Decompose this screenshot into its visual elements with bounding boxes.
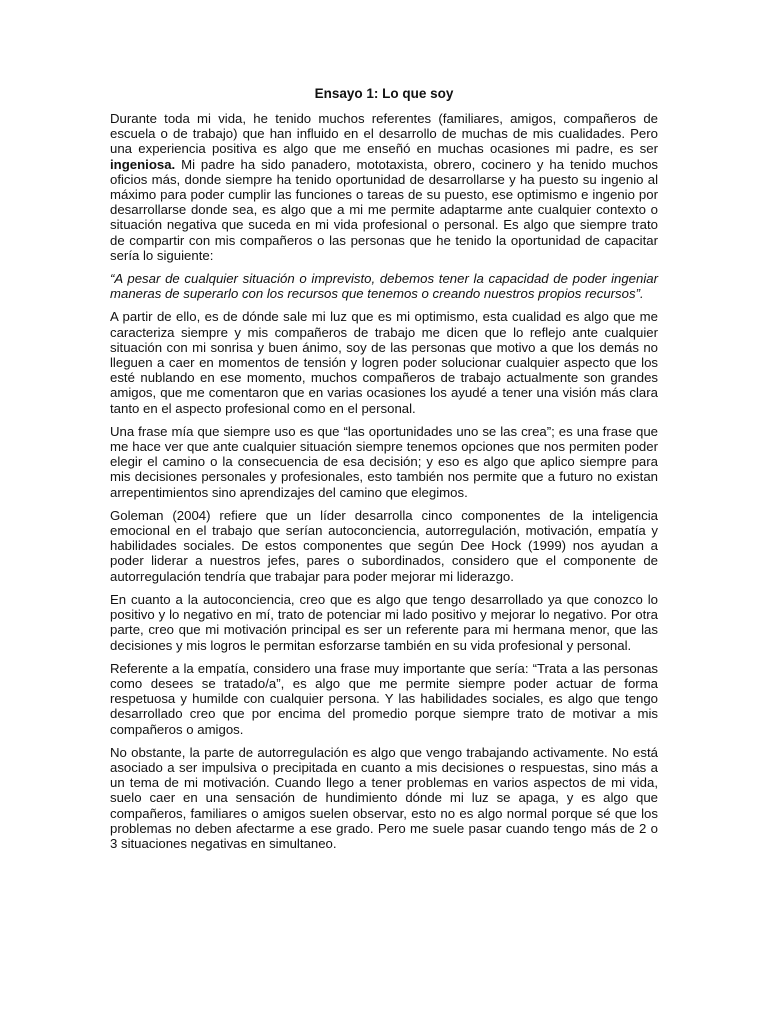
paragraph-1-end: Mi padre ha sido panadero, mototaxista, obrero, cocinero y ha tenido muchos oficios más, donde siempre ha tenido oportunidad de desarrollarse y ha puesto su ingenio al máximo para poder cumplir las funciones o tareas de su puesto, ese optimismo e ingenio por desarrollarse donde sea, es algo que a mi me permite adaptarme ante cualquier contexto o situación negativa que suceda en mi vida profesional o personal. Es algo que siempre trato de compartir con mis compañeros o las personas que he tenido la oportunidad de capacitar sería lo siguiente: <box>110 156 658 263</box>
paragraph-1-start: Durante toda mi vida, he tenido muchos referentes (familiares, amigos, compañeros de escuela o de trabajo) que han influido en el desarrollo de muchas de mis cualidades. Pero una experiencia positiva es algo que me enseñó en muchas ocasiones mi padre, es ser <box>110 111 658 157</box>
paragraph-6: Referente a la empatía, considero una frase muy importante que sería: “Trata a las personas como desees se tratado/a”, es algo que me permite siempre poder actuar de forma respetuosa y humilde con cualquier persona. Y las habilidades sociales, es algo que tengo desarrollado creo que por encima del promedio porque siempre trato de motivar a mis compañeros o amigos. <box>110 660 658 737</box>
paragraph-1 <box>110 111 658 263</box>
essay-title: Ensayo 1: Lo que soy <box>314 86 454 101</box>
quote-paragraph: “A pesar de cualquier situación o imprevisto, debemos tener la capacidad de poder ingeniar maneras de superarlo con los recursos que tenemos o creando nuestros propios recursos”. <box>110 271 658 302</box>
paragraph-5: En cuanto a la autoconciencia, creo que es algo que tengo desarrollado ya que conozco lo positivo y lo negativo en mí, trato de potenciar mi lado positivo y mejorar lo negativo. Por otra parte, creo que mi motivación principal es ser un referente para mi hermana menor, que las decisiones y mis logros le permitan esforzarse también en su vida profesional y personal. <box>110 591 658 653</box>
paragraph-7: No obstante, la parte de autorregulación es algo que vengo trabajando activamente. No está asociado a ser impulsiva o precipitada en cuanto a mis decisiones o respuestas, sino más a un tema de mi motivación. Cuando llego a tener problemas en varios aspectos de mi vida, suelo caer en una sensación de hundimiento dónde mi luz se apaga, y es algo que compañeros, familiares o amigos suelen observar, esto no es algo normal porque sé que los problemas no deben afectarme a ese grado. Pero me suele pasar cuando tengo más de 2 o 3 situaciones negativas en simultaneo. <box>110 744 658 851</box>
emphasis-ingeniosa: ingeniosa. <box>110 156 176 172</box>
paragraph-4: Goleman (2004) refiere que un líder desarrolla cinco componentes de la inteligencia emocional en el trabajo que serían autoconciencia, autorregulación, motivación, empatía y habilidades sociales. De estos componentes que según Dee Hock (1999) nos ayudan a poder liderar a nuestros jefes, pares o subordinados, considero que el componente de autorregulación tendría que trabajar para poder mejorar mi liderazgo. <box>110 507 658 584</box>
paragraph-3: Una frase mía que siempre uso es que “las oportunidades uno se las crea”; es una frase que me hace ver que ante cualquier situación siempre tenemos opciones que nos permiten poder elegir el camino o la consecuencia de esa decisión; y eso es algo que aplico siempre para mis decisiones personales y profesionales, esto también nos permite que a futuro no existan arrepentimientos sino aprendizajes del camino que elegimos. <box>110 423 658 500</box>
paragraph-2: A partir de ello, es de dónde sale mi luz que es mi optimismo, esta cualidad es algo que me caracteriza siempre y mis compañeros de trabajo me dicen que lo reflejo ante cualquier situación con mi sonrisa y buen ánimo, soy de las personas que motivo a que los demás no lleguen a caer en momentos de tensión y logren poder solucionar cualquier aspecto que los esté nublando en ese momento, muchos compañeros de trabajo actualmente son grandes amigos, que me comentaron que en varias ocasiones los ayudé a tener una visión más clara tanto en el aspecto profesional como en el personal. <box>110 309 658 416</box>
document-page <box>110 84 658 859</box>
